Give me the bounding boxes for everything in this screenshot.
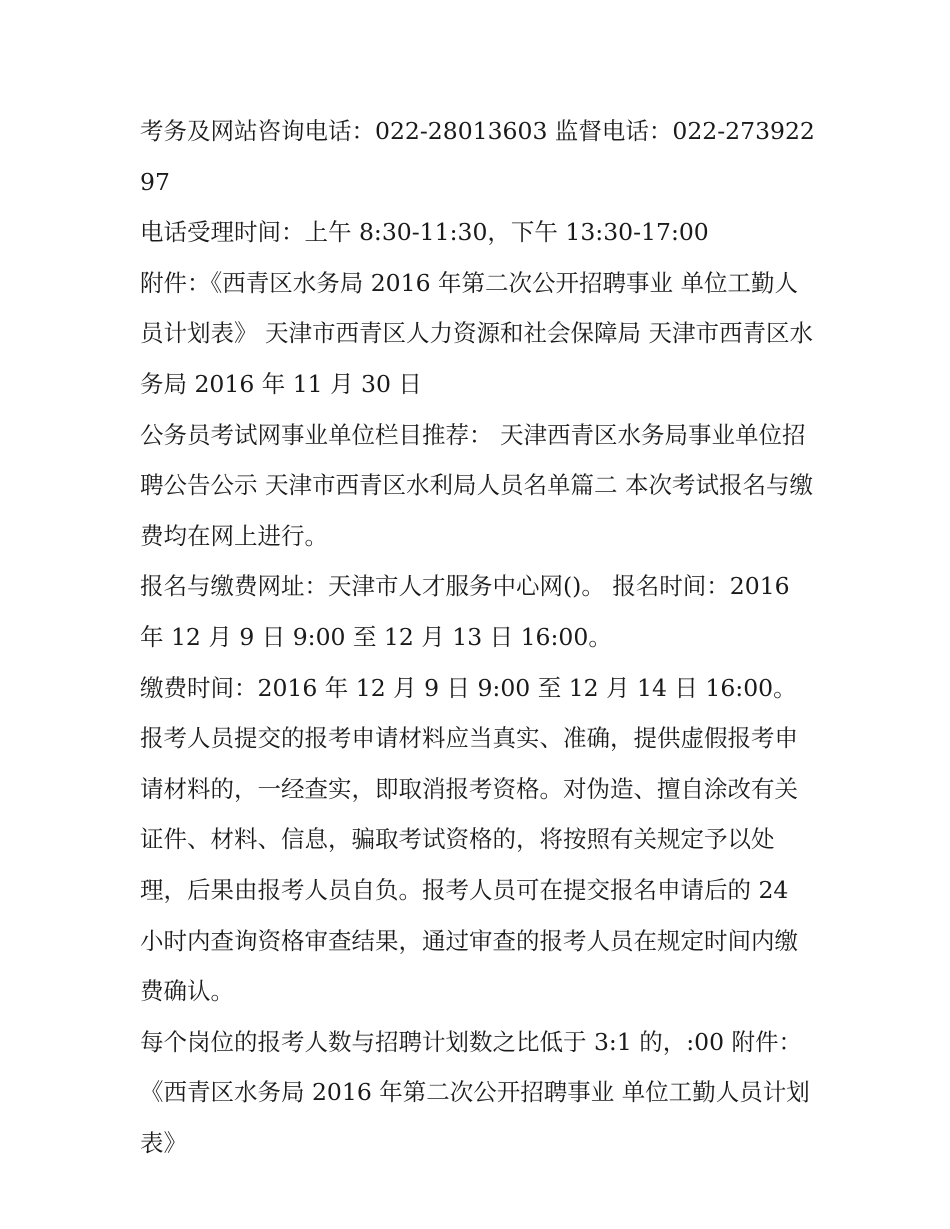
attachment-signature-paragraph: 附件：《西青区水务局 2016 年第二次公开招聘事业 单位工勤人员计划表》 天津市西青区人力资源和社会保障局 天津市西青区水务局 2016 年 11 月 30 日	[140, 268, 813, 398]
ratio-attachment-paragraph: 每个岗位的报考人数与招聘计划数之比低于 3:1 的，:00 附件：《西青区水务局 2016 年第二次公开招聘事业 单位工勤人员计划表》	[140, 1027, 810, 1157]
payment-time-paragraph: 缴费时间：2016 年 12 月 9 日 9:00 至 12 月 14 日 16:00。	[140, 673, 797, 702]
recommendation-paragraph: 公务员考试网事业单位栏目推荐： 天津西青区水务局事业单位招聘公告公示 天津市西青区水利局人员名单篇二 本次考试报名与缴费均在网上进行。	[140, 420, 813, 550]
contact-phone-paragraph: 考务及网站咨询电话：022-28013603 监督电话：022-27392297	[140, 117, 815, 196]
phone-hours-paragraph: 电话受理时间：上午 8:30-11:30，下午 13:30-17:00	[140, 218, 709, 247]
registration-time-paragraph: 报名与缴费网址：天津市人才服务中心网()。 报名时间：2016 年 12 月 9 日 9:00 至 12 月 13 日 16:00。	[140, 572, 790, 651]
application-rules-paragraph: 报考人员提交的报考申请材料应当真实、准确，提供虚假报考申请材料的，一经查实，即取消报考资格。对伪造、擅自涂改有关证件、材料、信息，骗取考试资格的，将按照有关规定予以处理，后果由报考人员自负。报考人员可在提交报名申请后的 24 小时内查询资格审查结果，通过审查的报考人员在规定时间内缴费确认。	[140, 724, 798, 1006]
document-body	[140, 106, 815, 1168]
